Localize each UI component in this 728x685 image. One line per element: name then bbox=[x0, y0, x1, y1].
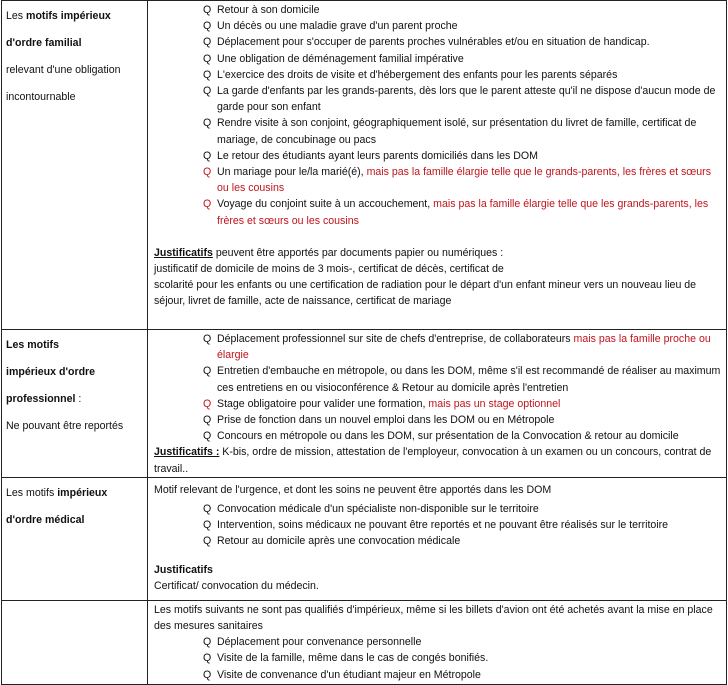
non-imperieux-label-cell bbox=[2, 600, 148, 684]
list-item: Q Déplacement pour convenance personnelle bbox=[203, 636, 422, 649]
list-item: Q Convocation médicale d'un spécialiste non-disponible sur le territoire bbox=[203, 503, 539, 516]
list-item: Q Intervention, soins médicaux ne pouvant être reportés et ne pouvant être réalisés sur le territoire bbox=[203, 519, 669, 532]
justificatifs-medical: Justificatifs bbox=[154, 563, 213, 576]
list-item: Q Retour au domicile après une convocation médicale bbox=[203, 535, 461, 548]
professionnel-content-cell bbox=[148, 330, 727, 478]
familial-label: Les motifs impérieux d'ordre familial relevant d'une obligation incontournable bbox=[6, 10, 121, 103]
list-item: Q La garde d'enfants par les grands-parents, dès lors que le parent atteste qu'il ne dispose d'aucun mode de garde pour son enfant bbox=[203, 85, 716, 114]
professionnel-label: Les motifs impérieux d'ordre professionnel : Ne pouvant être reportés bbox=[6, 339, 124, 432]
medical-label: Les motifs impérieux d'ordre médical bbox=[6, 486, 108, 526]
row-professionnel bbox=[2, 330, 727, 478]
list-item: Q L'exercice des droits de visite et d'hébergement des enfants pour les parents séparés bbox=[203, 68, 618, 81]
row-medical bbox=[2, 477, 727, 600]
motifs-table bbox=[1, 0, 727, 685]
justificatifs-familial: Justificatifs peuvent être apportés par documents papier ou numériques : bbox=[154, 246, 504, 259]
list-item: Q Un décès ou une maladie grave d'un parent proche bbox=[203, 20, 458, 33]
list-item-warning: Q Un mariage pour le/la marié(é), mais pas la famille élargie telle que le grands-parents, les frères et sœurs ou les cousins bbox=[203, 166, 712, 195]
familial-label-cell bbox=[2, 1, 148, 330]
professionnel-label-cell bbox=[2, 330, 148, 478]
list-item: Q Visite de convenance d'un étudiant majeur en Métropole bbox=[203, 668, 481, 681]
row-familial bbox=[2, 1, 727, 330]
list-item: Q Une obligation de déménagement familial impérative bbox=[203, 52, 464, 65]
list-item: Q Entretien d'embauche en métropole, ou dans les DOM, même s'il est recommandé de réaliser au maximum ces entretiens en ou visioconférence & Retour au domicile après l'entretien bbox=[203, 365, 721, 394]
list-item: Q Concours en métropole ou dans les DOM, sur présentation de la Convocation & retour au domicile bbox=[203, 430, 679, 443]
medical-content-cell bbox=[148, 477, 727, 600]
non-imperieux-intro: Les motifs suivants ne sont pas qualifiés d'impérieux, même si les billets d'avion ont été achetés avant la mise en place des mesures sanitaires bbox=[154, 603, 713, 633]
list-item: Q Le retour des étudiants ayant leurs parents domiciliés dans les DOM bbox=[203, 149, 538, 162]
list-item: Q Retour à son domicile bbox=[203, 4, 320, 16]
list-item: Q Visite de la famille, même dans le cas de congés bonifiés. bbox=[203, 652, 489, 665]
list-item: Q Rendre visite à son conjoint, géographiquement isolé, sur présentation du livret de famille, certificat de mariage, de concubinage ou pacs bbox=[203, 117, 697, 146]
list-item: Q Déplacement pour s'occuper de parents proches vulnérables et/ou en situation de handicap. bbox=[203, 36, 650, 49]
familial-content-cell bbox=[148, 1, 727, 330]
list-item: Q Prise de fonction dans un nouvel emploi dans les DOM ou en Métropole bbox=[203, 414, 555, 427]
list-item-warning: Q Stage obligatoire pour valider une formation, mais pas un stage optionnel bbox=[203, 397, 561, 410]
justificatifs-medical-text: Certificat/ convocation du médecin. bbox=[154, 579, 319, 592]
justificatifs-line: scolarité pour les enfants ou une certification de radiation pour le départ d'un enfant mineur vers un nouveau lieu de séjour, livret de famille, acte de naissance, certificat de mariage bbox=[154, 279, 697, 308]
list-item-warning: Q Déplacement professionnel sur site de chefs d'entreprise, de collaborateurs mais pas la famille proche ou élargie bbox=[203, 333, 711, 362]
justificatifs-line: justificatif de domicile de moins de 3 mois-, certificat de décès, certificat de bbox=[154, 263, 504, 276]
medical-intro: Motif relevant de l'urgence, et dont les soins ne peuvent être apportés dans les DOM bbox=[154, 483, 552, 496]
non-imperieux-content-cell bbox=[148, 600, 727, 684]
row-non-imperieux bbox=[2, 600, 727, 684]
medical-label-cell bbox=[2, 477, 148, 600]
justificatifs-professionnel: Justificatifs : K-bis, ordre de mission, attestation de l'employeur, convocation à un examen ou un concours, contrat de travail.. bbox=[154, 446, 712, 475]
list-item-warning: Q Voyage du conjoint suite à un accouchement, mais pas la famille élargie telle que les grands-parents, les frères et sœurs ou les cousins bbox=[203, 198, 709, 227]
